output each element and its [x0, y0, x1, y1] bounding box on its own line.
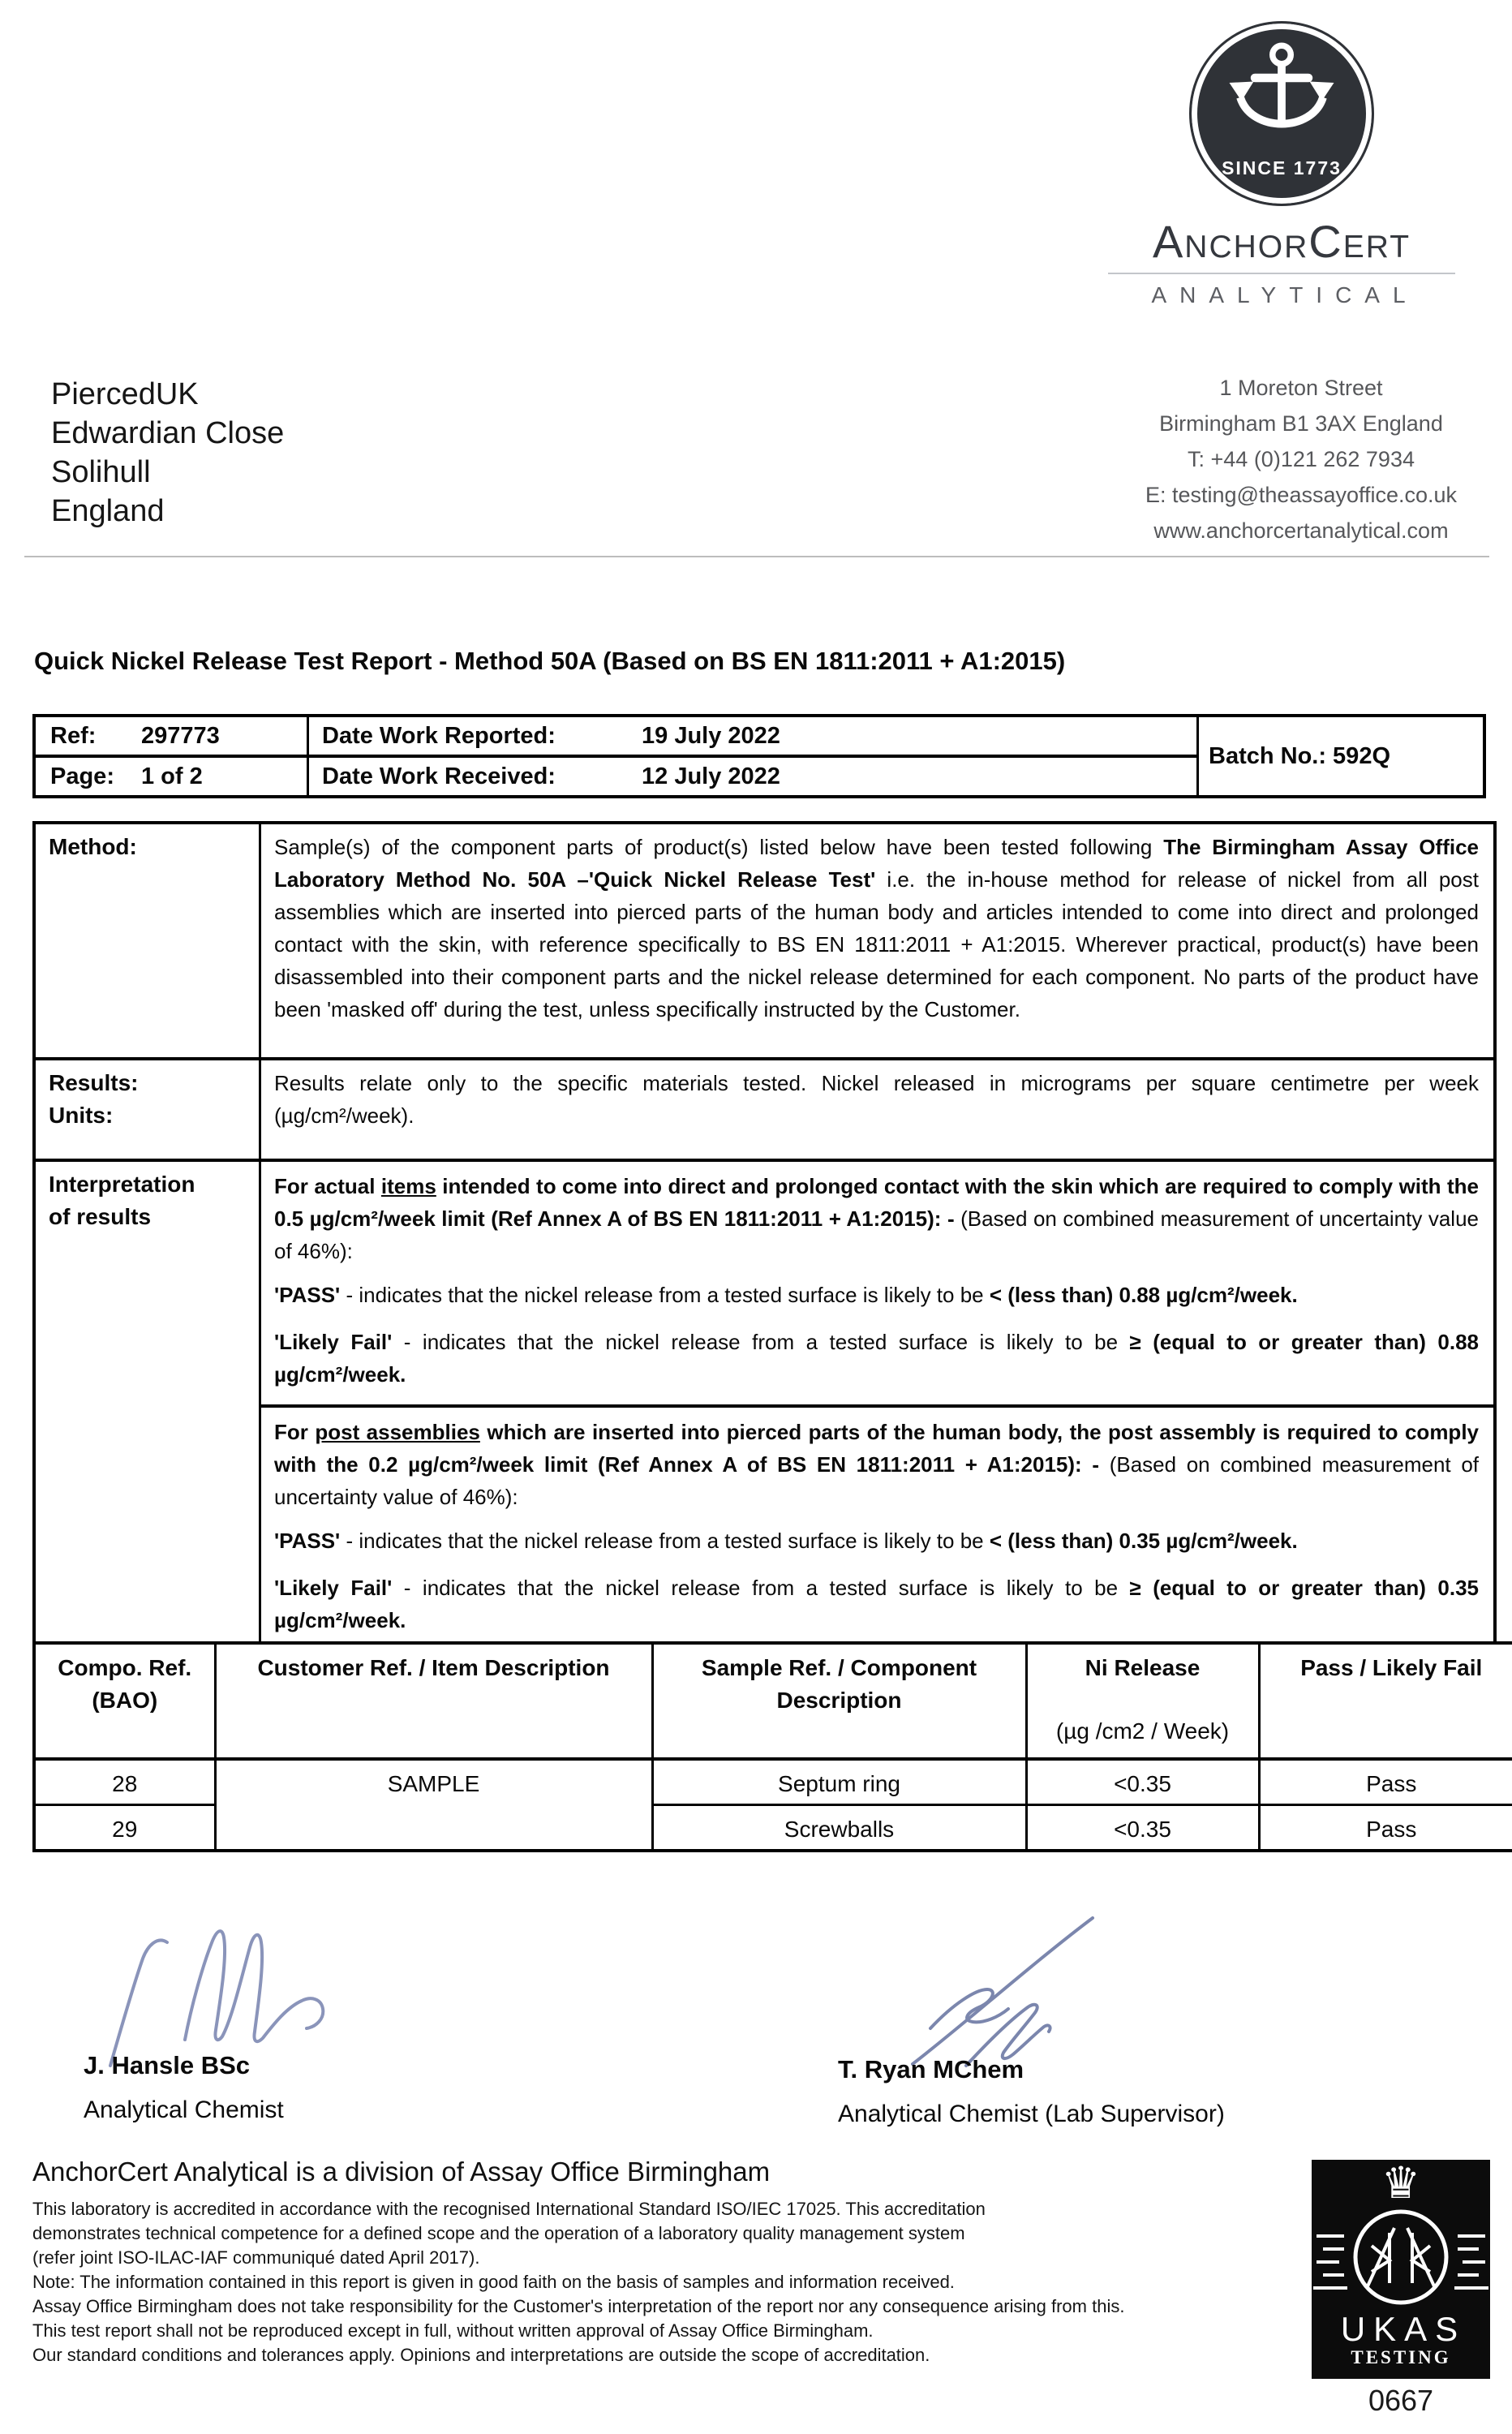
ukas-label: UKAS [1340, 2310, 1467, 2348]
sample-ref-cell: Screwballs [652, 1805, 1026, 1851]
result-row [34, 1759, 1512, 1805]
customer-address-line: PiercedUK [51, 377, 199, 411]
footer-line: Note: The information contained in this report is given in good faith on the basis of samples and information received. [32, 2272, 955, 2292]
skin-fail-text: 'Likely Fail' - indicates that the nickel release from a tested surface is likely to be ≥ (equal to or greater than) 0.88 µg/cm²/week. [274, 1330, 1479, 1387]
footer-line: (refer joint ISO-ILAC-IAF communiqué dated April 2017). [32, 2247, 480, 2268]
ref-value: 297773 [141, 722, 220, 749]
date-reported-label: Date Work Reported: [322, 722, 556, 749]
lab-contact-block [1118, 370, 1484, 548]
interpretation-skin-cell [261, 1162, 1493, 1404]
results-table-wrap [32, 1641, 1512, 1852]
pass-fail-cell: Pass [1259, 1805, 1512, 1851]
post-pass-text: 'PASS' - indicates that the nickel release from a tested surface is likely to be < (less than) 0.35 µg/cm²/week. [274, 1529, 1298, 1553]
post-limit-text: For post assemblies which are inserted into pierced parts of the human body, the post assembly is required to comply with the 0.2 µg/cm²/week limit (Ref Annex A of BS EN 1811:2011 + A1:2015): - (Based on combined measurement of uncertainty value of 46%): [274, 1420, 1479, 1509]
letterhead-divider [24, 556, 1489, 557]
compo-ref-cell: 28 [34, 1759, 215, 1805]
col-customer-ref: Customer Ref. / Item Description [215, 1643, 652, 1759]
ukas-type-label: TESTING [1351, 2347, 1451, 2367]
signature-2 [888, 1905, 1156, 2075]
sample-ref-cell: Septum ring [652, 1759, 1026, 1805]
anchorcert-logo [1097, 21, 1467, 308]
ni-release-cell: <0.35 [1026, 1805, 1259, 1851]
logo-divider [1108, 273, 1455, 274]
results-units-label: Results: Units: [36, 1060, 261, 1159]
ref-row [36, 717, 307, 755]
crown-icon: ♛ [1381, 2157, 1421, 2208]
method-table [32, 821, 1497, 1645]
report-title: Quick Nickel Release Test Report - Method 50A (Based on BS EN 1811:2011 + A1:2015) [34, 647, 1066, 675]
signature-1 [89, 1908, 349, 2071]
signatory-name: J. Hansle BSc [84, 2051, 251, 2079]
lab-address-line: Birmingham B1 3AX England [1159, 411, 1443, 436]
anchor-glyph [1221, 37, 1342, 158]
signatory-name: T. Ryan MChem [838, 2055, 1024, 2084]
interpretation-post-cell [261, 1404, 1493, 1641]
ni-release-cell: <0.35 [1026, 1759, 1259, 1805]
batch-number: Batch No.: 592Q [1209, 742, 1390, 769]
col-compo-ref: Compo. Ref. (BAO) [34, 1643, 215, 1759]
date-received-row [309, 755, 1196, 795]
footer-heading: AnchorCert Analytical is a division of Assay Office Birmingham [32, 2157, 771, 2187]
customer-ref-cell: SAMPLE [215, 1759, 652, 1851]
footer-line: Our standard conditions and tolerances apply. Opinions and interpretations are outside the scope of accreditation. [32, 2345, 930, 2365]
signatory-title: Analytical Chemist (Lab Supervisor) [838, 2101, 1225, 2127]
ukas-symbol-icon [1312, 2204, 1490, 2314]
results-table [32, 1641, 1512, 1852]
method-label: Method: [36, 824, 261, 1057]
post-fail-text: 'Likely Fail' - indicates that the nickel release from a tested surface is likely to be ≥ (equal to or greater than) 0.35 µg/cm²/week. [274, 1576, 1479, 1632]
pass-fail-cell: Pass [1259, 1759, 1512, 1805]
footer-smallprint [32, 2197, 1298, 2367]
footer-line: demonstrates technical competence for a defined scope and the operation of a laboratory quality management system [32, 2223, 965, 2243]
customer-address-line: England [51, 494, 165, 528]
anchor-icon [1189, 21, 1374, 206]
lab-website: www.anchorcertanalytical.com [1153, 518, 1449, 543]
results-header-row [34, 1643, 1512, 1759]
results-units-row [36, 1057, 1493, 1159]
page-row [36, 755, 307, 795]
date-reported-value: 19 July 2022 [642, 722, 780, 749]
footer-line: This laboratory is accredited in accordance with the recognised International Standard ISO/IEC 17025. This accreditation [32, 2199, 986, 2219]
skin-limit-text: For actual items intended to come into direct and prolonged contact with the skin which are required to comply with the 0.5 µg/cm²/week limit (Ref Annex A of BS EN 1811:2011 + A1:2015): - (Based on combined measurement of uncertainty value of 46%): [274, 1174, 1480, 1263]
page-label: Page: [50, 763, 114, 789]
page-value: 1 of 2 [141, 763, 203, 789]
date-reported-row [309, 717, 1196, 755]
interpretation-row [36, 1159, 1493, 1641]
footer-line: This test report shall not be reproduced except in full, without written approval of Assay Office Birmingham. [32, 2320, 874, 2341]
method-row [36, 824, 1493, 1057]
signatory-2 [838, 2055, 1225, 2128]
interpretation-cells [261, 1162, 1493, 1641]
logo-subtitle: ANALYTICAL [1151, 282, 1419, 307]
lab-email: E: testing@theassayoffice.co.uk [1145, 483, 1458, 507]
ukas-number: 0667 [1368, 2384, 1434, 2417]
ref-page-column [36, 717, 309, 795]
col-ni-release: Ni Release (µg /cm2 / Week) [1026, 1643, 1259, 1759]
logo-wordmark: AnchorCert [1152, 216, 1411, 267]
signatory-1 [84, 2051, 284, 2124]
col-sample-ref: Sample Ref. / Component Description [652, 1643, 1026, 1759]
customer-address-line: Solihull [51, 455, 151, 489]
signatory-title: Analytical Chemist [84, 2096, 284, 2123]
lab-address-line: 1 Moreton Street [1219, 376, 1383, 400]
interpretation-label: Interpretation of results [36, 1162, 261, 1641]
reference-table [32, 714, 1486, 798]
logo-since-text: SINCE 1773 [1222, 157, 1342, 178]
date-received-label: Date Work Received: [322, 763, 556, 789]
customer-address [51, 375, 284, 531]
ukas-testing-logo [1312, 2157, 1490, 2379]
ni-release-unit: (µg /cm2 / Week) [1055, 1718, 1230, 1744]
date-received-value: 12 July 2022 [642, 763, 780, 789]
batch-cell [1199, 717, 1483, 795]
results-units-text: Results relate only to the specific materials tested. Nickel released in micrograms per square centimetre per week (µg/cm²/week). [274, 1071, 1479, 1128]
customer-address-line: Edwardian Close [51, 416, 285, 450]
ref-label: Ref: [50, 722, 97, 749]
dates-column [309, 717, 1199, 795]
lab-phone: T: +44 (0)121 262 7934 [1188, 447, 1415, 471]
footer-line: Assay Office Birmingham does not take responsibility for the Customer's interpretation of the report nor any consequence arising from this. [32, 2296, 1125, 2316]
col-pass-fail: Pass / Likely Fail [1259, 1643, 1512, 1759]
method-text: Sample(s) of the component parts of product(s) listed below have been tested following The Birmingham Assay Office Laboratory Method No. 50A –'Quick Nickel Release Test' i.e. the in-house method for release of nickel from all post assemblies which are inserted into pierced parts of the human body and articles intended to come into direct and prolonged contact with the skin, with reference specifically to BS EN 1811:2011 + A1:2015. Wherever practical, product(s) have been disassembled into their component parts and the nickel release determined for each component. No parts of the product have been 'masked off' during the test, unless specifically instructed by the Customer. [274, 835, 1479, 1021]
compo-ref-cell: 29 [34, 1805, 215, 1851]
skin-pass-text: 'PASS' - indicates that the nickel release from a tested surface is likely to be < (less than) 0.88 µg/cm²/week. [274, 1283, 1298, 1307]
